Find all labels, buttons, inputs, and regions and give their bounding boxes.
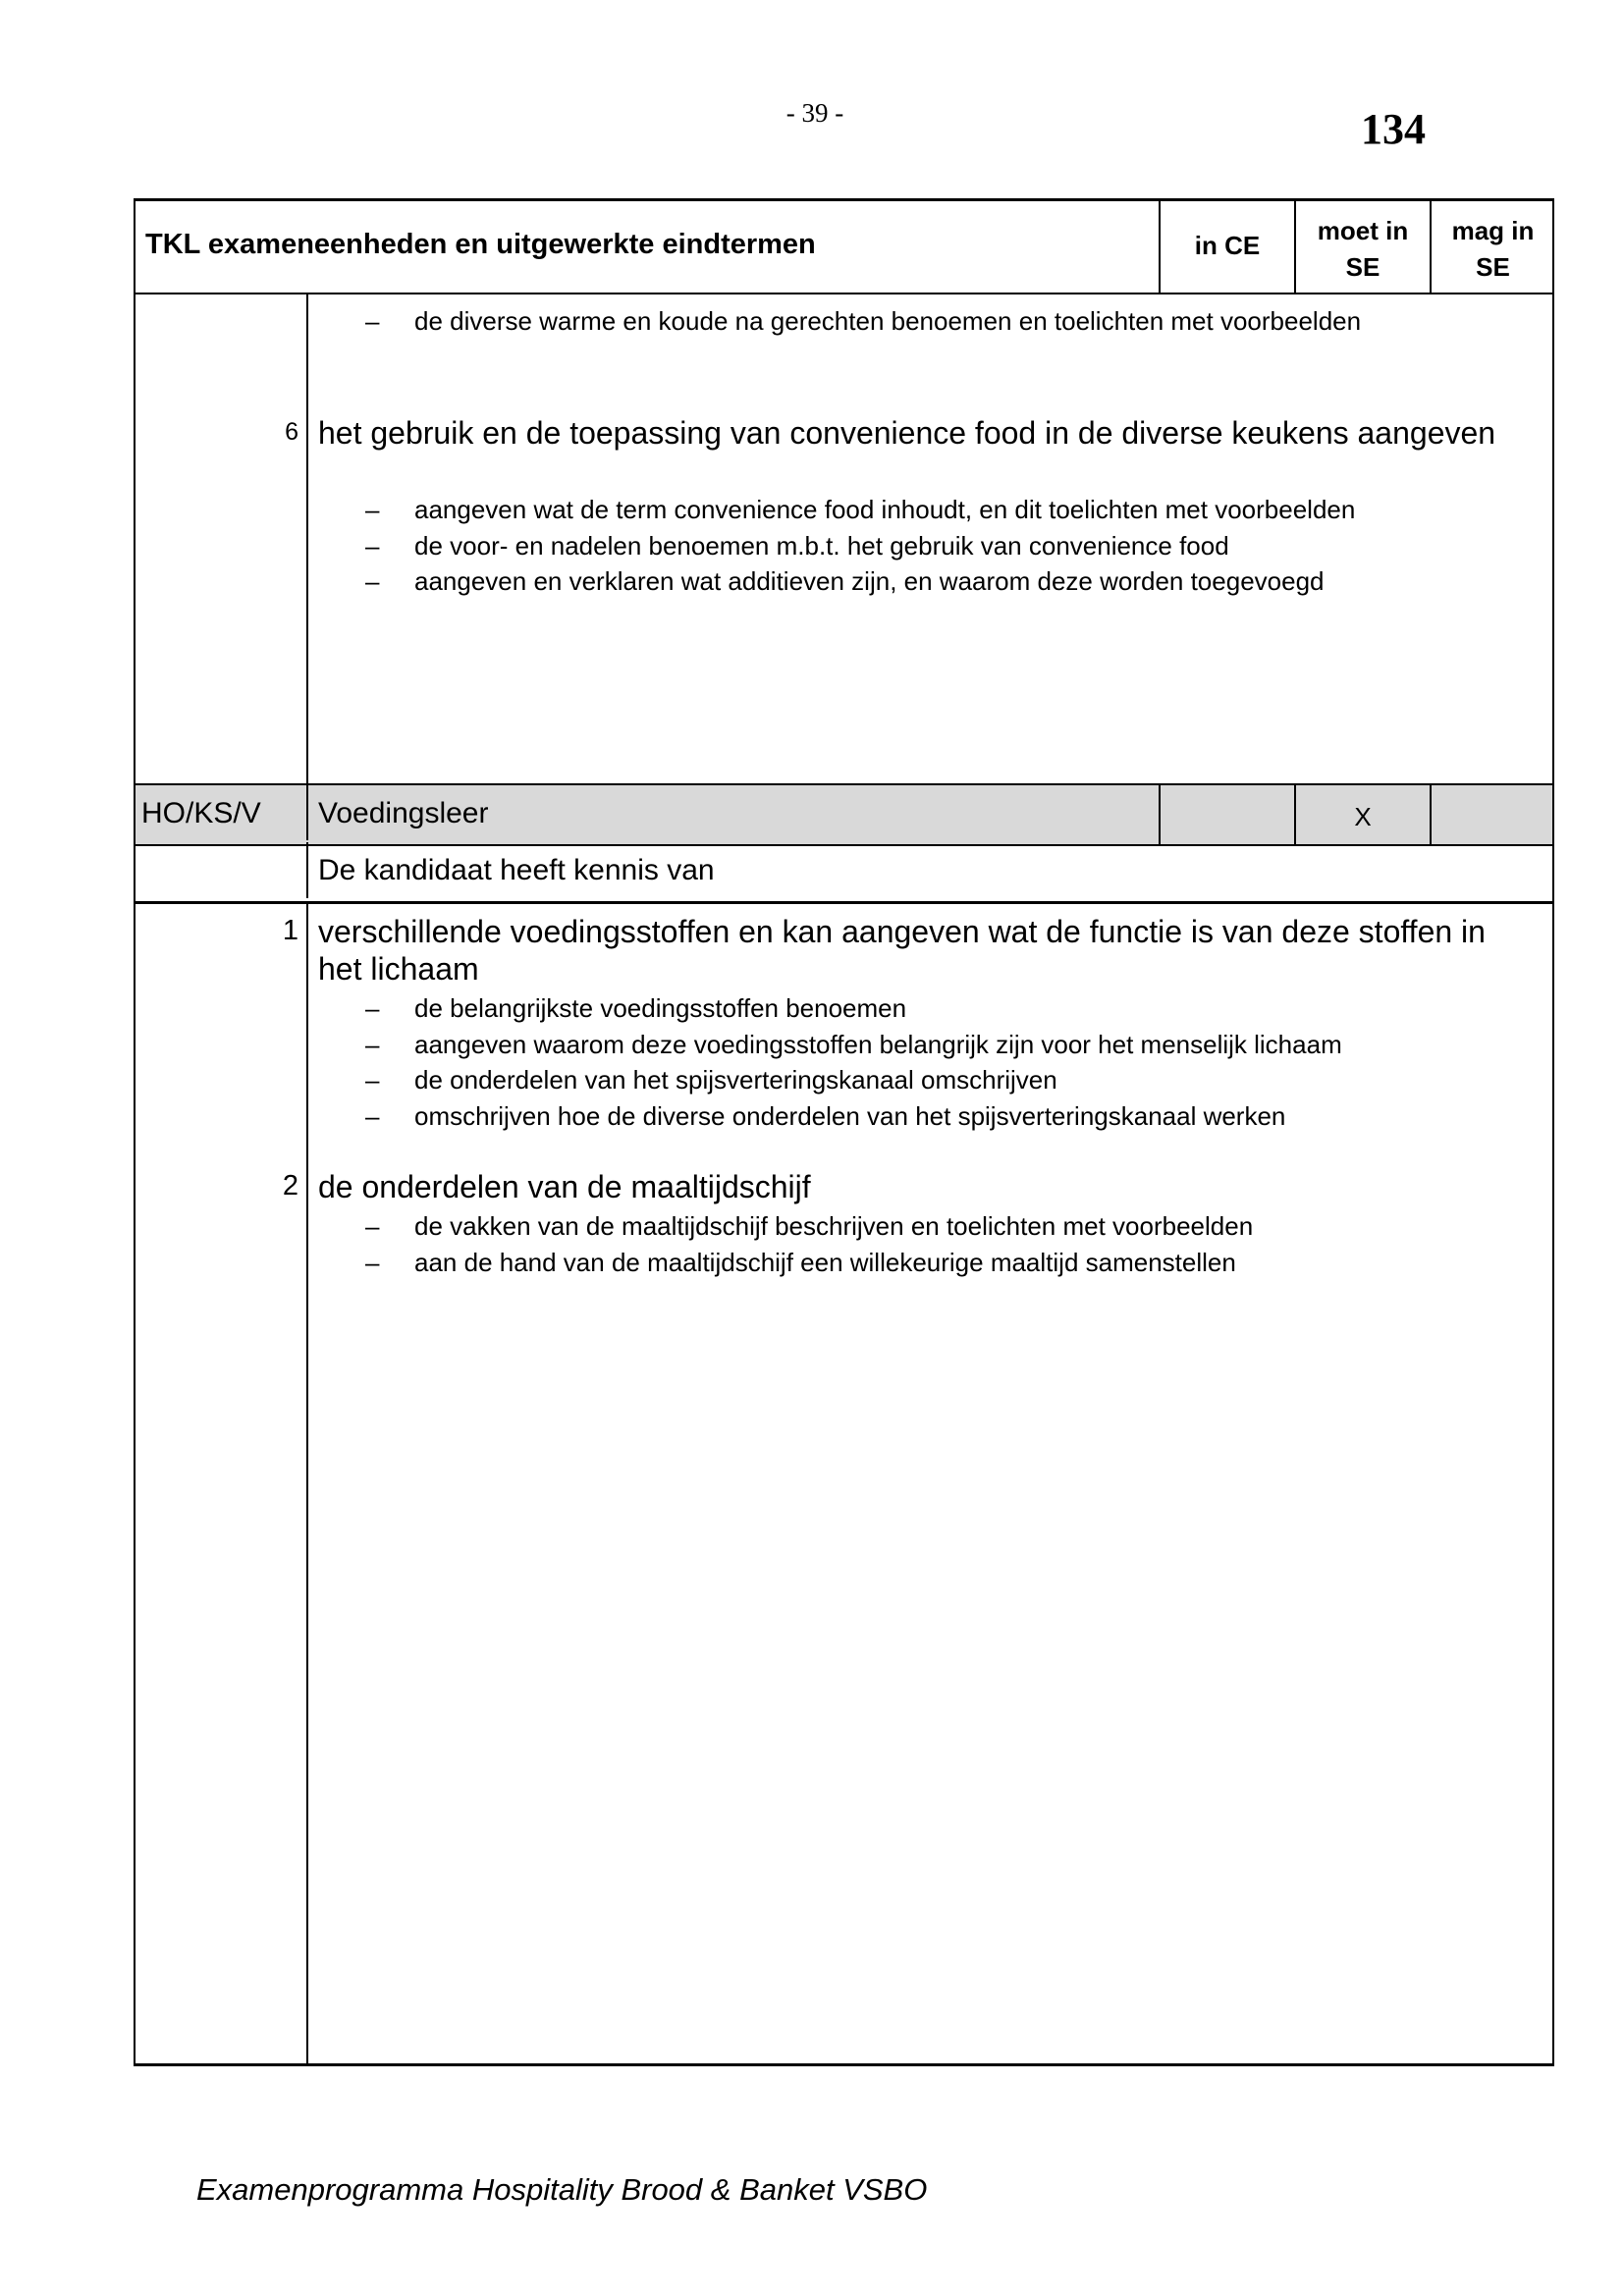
section-row: [135, 783, 1552, 846]
column-divider: [306, 785, 308, 840]
section-mag-in-se: [1430, 785, 1554, 844]
intro-text: De kandidaat heeft kennis van: [318, 854, 715, 886]
section-subject: Voedingsleer: [318, 797, 489, 829]
list-item: [365, 1098, 1342, 1135]
dash-bullet-icon: –: [365, 530, 380, 561]
list-item: [365, 563, 1355, 600]
bullet-text: aangeven en verklaren wat additieven zijn, en waarom deze worden toegevoegd: [414, 566, 1325, 596]
header-mag-line1: mag in: [1451, 216, 1535, 245]
bullet-text: aangeven wat de term convenience food inhoudt, en dit toelichten met voorbeelden: [414, 495, 1356, 524]
list-item: [365, 303, 1361, 340]
column-divider: [306, 904, 308, 2063]
table-title: TKL exameneenheden en uitgewerkte eindtermen: [145, 229, 816, 260]
bullet-text: de voor- en nadelen benoemen m.b.t. het gebruik van convenience food: [414, 530, 1229, 561]
dash-bullet-icon: –: [365, 306, 380, 336]
bullet-text: omschrijven hoe de diverse onderdelen van het spijsverteringskanaal werken: [414, 1100, 1286, 1131]
list-item: [365, 492, 1355, 528]
continued-bullet-list: [365, 303, 1361, 340]
bullet-list: [365, 1208, 1253, 1280]
item-text: de onderdelen van de maaltijdschijf: [318, 1169, 811, 1204]
list-item: [365, 1245, 1253, 1281]
dash-bullet-icon: –: [365, 1029, 380, 1059]
item-number: 2: [282, 1170, 298, 1201]
footer-text: Examenprogramma Hospitality Brood & Banket VSBO: [196, 2172, 928, 2207]
list-item: [365, 990, 1342, 1027]
header-mag-in-se: [1430, 201, 1554, 293]
section-moet-in-se: [1294, 785, 1430, 844]
bullet-list: [365, 990, 1342, 1134]
column-divider: [306, 293, 308, 783]
section-in-ce-value: [1161, 785, 1294, 799]
document-number: 134: [1361, 105, 1426, 153]
exam-terms-table: [134, 198, 1554, 2066]
bullet-text: de diverse warme en koude na gerechten benoemen en toelichten met voorbeelden: [414, 306, 1362, 336]
item-number: 1: [282, 915, 298, 946]
header-mag-line2: SE: [1476, 252, 1510, 282]
page-number: - 39 -: [785, 98, 844, 128]
list-item: [365, 1062, 1342, 1098]
dash-bullet-icon: –: [365, 1065, 380, 1095]
list-item: [365, 528, 1355, 564]
dash-bullet-icon: –: [365, 1247, 380, 1277]
section-in-ce: [1159, 785, 1294, 844]
bullet-text: de belangrijkste voedingsstoffen benoemen: [414, 993, 907, 1023]
bullet-text: de onderdelen van het spijsverteringskanaal omschrijven: [414, 1065, 1057, 1095]
dash-bullet-icon: –: [365, 495, 380, 524]
section-code: HO/KS/V: [141, 797, 261, 829]
section-moet-value: X: [1354, 802, 1372, 831]
bullet-text: de vakken van de maaltijdschijf beschrijven en toelichten met voorbeelden: [414, 1211, 1254, 1241]
dash-bullet-icon: –: [365, 1211, 380, 1241]
item-text: verschillende voedingsstoffen en kan aangeven wat de functie is van deze stoffen in het lichaam: [318, 914, 1486, 987]
bullet-text: aan de hand van de maaltijdschijf een willekeurige maaltijd samenstellen: [414, 1247, 1236, 1277]
dash-bullet-icon: –: [365, 1100, 380, 1131]
list-item: [365, 1027, 1342, 1063]
dash-bullet-icon: –: [365, 993, 380, 1023]
header-moet-line1: moet in: [1317, 216, 1409, 245]
item-number: 6: [285, 418, 298, 446]
column-divider: [306, 842, 308, 898]
intro-row: [135, 842, 1552, 904]
header-moet-in-se: [1294, 201, 1430, 293]
table-header: [135, 201, 1552, 294]
bullet-list: [365, 492, 1355, 600]
list-item: [365, 1208, 1253, 1245]
dash-bullet-icon: –: [365, 566, 380, 596]
header-in-ce: [1159, 201, 1294, 293]
header-moet-line2: SE: [1345, 252, 1380, 282]
item-text: het gebruik en de toepassing van convenience food in de diverse keukens aangeven: [318, 415, 1496, 451]
header-in-ce-label: in CE: [1194, 231, 1261, 260]
section-mag-value: [1432, 785, 1554, 799]
bullet-text: aangeven waarom deze voedingsstoffen belangrijk zijn voor het menselijk lichaam: [414, 1029, 1342, 1059]
